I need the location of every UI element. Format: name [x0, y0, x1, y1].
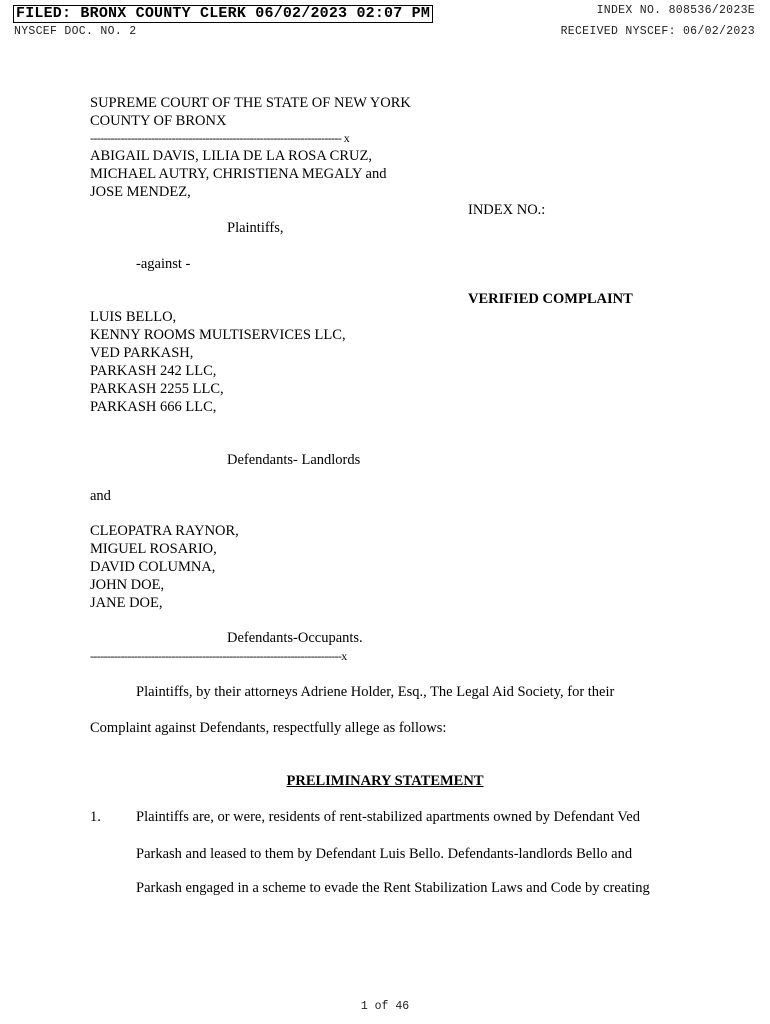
section-heading: PRELIMINARY STATEMENT	[286, 773, 484, 789]
paragraph-line: Plaintiffs are, or were, residents of rent-stabilized apartments owned by Defendant Ved	[136, 809, 640, 825]
received-date: RECEIVED NYSCEF: 06/02/2023	[560, 25, 755, 38]
landlords-label: Defendants- Landlords	[227, 452, 361, 468]
defendant-line: LUIS BELLO,	[90, 309, 177, 325]
occupants-label: Defendants-Occupants.	[227, 630, 363, 646]
defendant-line: JOHN DOE,	[90, 577, 165, 593]
plaintiff-line: MICHAEL AUTRY, CHRISTIENA MEGALY and	[90, 166, 387, 182]
page-number: 1 of 46	[360, 1000, 410, 1013]
court-line: SUPREME COURT OF THE STATE OF NEW YORK	[90, 95, 411, 111]
landlord-defendants	[90, 308, 346, 416]
defendant-line: VED PARKASH,	[90, 345, 194, 361]
occupant-defendants	[90, 522, 239, 612]
defendant-line: CLEOPATRA RAYNOR,	[90, 523, 239, 539]
plaintiff-line: JOSE MENDEZ,	[90, 184, 191, 200]
paragraph-number: 1.	[90, 809, 101, 825]
defendant-line: PARKASH 666 LLC,	[90, 399, 217, 415]
paragraph-line: Parkash and leased to them by Defendant Luis Bello. Defendants-landlords Bello and	[136, 846, 633, 862]
caption-divider-bottom: --------------------------------------------------------------------------x	[90, 649, 347, 663]
index-no-label: INDEX NO.:	[468, 202, 546, 218]
against-label: -against -	[136, 256, 191, 272]
filed-stamp: FILED: BRONX COUNTY CLERK 06/02/2023 02:07 PM	[13, 5, 433, 23]
plaintiffs-names	[90, 147, 386, 201]
paragraph-line: Parkash engaged in a scheme to evade the Rent Stabilization Laws and Code by creating	[136, 880, 650, 896]
court-name	[90, 94, 411, 130]
index-number: INDEX NO. 808536/2023E	[596, 4, 755, 17]
plaintiff-line: ABIGAIL DAVIS, LILIA DE LA ROSA CRUZ,	[90, 148, 372, 164]
defendant-line: JANE DOE,	[90, 595, 163, 611]
nyscef-doc-number: NYSCEF DOC. NO. 2	[14, 25, 137, 38]
intro-line-1: Plaintiffs, by their attorneys Adriene Holder, Esq., The Legal Aid Society, for their	[136, 684, 615, 700]
defendant-line: KENNY ROOMS MULTISERVICES LLC,	[90, 327, 346, 343]
caption-divider-top: -------------------------------------------------------------------------- x	[90, 131, 350, 145]
plaintiffs-label: Plaintiffs,	[227, 220, 284, 236]
defendant-line: DAVID COLUMNA,	[90, 559, 216, 575]
intro-line-2: Complaint against Defendants, respectfully allege as follows:	[90, 720, 447, 736]
defendant-line: PARKASH 2255 LLC,	[90, 381, 224, 397]
document-title: VERIFIED COMPLAINT	[468, 291, 633, 307]
defendant-line: MIGUEL ROSARIO,	[90, 541, 217, 557]
court-line: COUNTY OF BRONX	[90, 113, 227, 129]
defendant-line: PARKASH 242 LLC,	[90, 363, 217, 379]
and-label: and	[90, 488, 111, 504]
